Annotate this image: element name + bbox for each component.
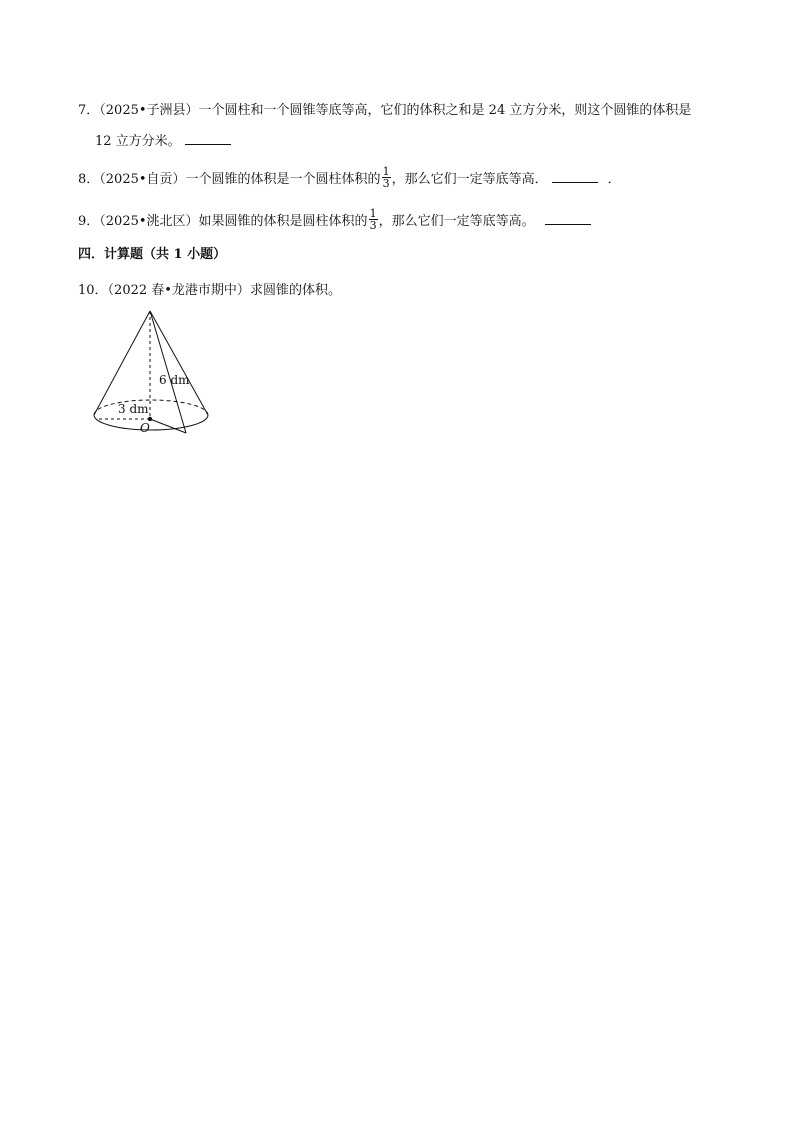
question-7-answer-blank[interactable] (185, 132, 231, 145)
cone-inner-slant (150, 311, 186, 433)
question-10-number: 10． (78, 283, 108, 298)
question-7-source: （2025•子洲县） (99, 103, 199, 118)
question-8-fraction-numerator: 1 (382, 165, 390, 178)
section-heading: 四．计算题（共 1 小题） (78, 247, 227, 262)
question-9-text-before: 如果圆锥的体积是圆柱体积的 (198, 214, 368, 229)
question-10-source: （2022 春•龙港市期中） (107, 283, 250, 298)
cone-figure (88, 305, 218, 445)
question-7-line-1 (78, 102, 691, 120)
cone-front-radius (150, 419, 186, 433)
cone-right-slant (150, 311, 208, 415)
question-8-answer-blank[interactable] (552, 170, 598, 183)
question-8-text-before: 一个圆锥的体积是一个圆柱体积的 (185, 172, 381, 187)
question-9-line (78, 207, 591, 233)
question-9-fraction-numerator: 1 (369, 207, 377, 220)
question-8-source: （2025•自贡） (99, 172, 186, 187)
center-label: O (140, 421, 150, 435)
question-8-text-after: ，那么它们一定等底等高． (391, 172, 548, 187)
question-7-text: 一个圆柱和一个圆锥等底等高，它们的体积之和是 24 立方分米，则这个圆锥的体积是 (198, 103, 692, 118)
question-7-number: 7． (78, 103, 100, 118)
question-9-fraction (369, 208, 378, 231)
question-8-fraction-denominator: 3 (382, 177, 390, 190)
question-9-source: （2025•洮北区） (99, 214, 199, 229)
question-10-line (78, 282, 341, 300)
question-9-fraction-denominator: 3 (369, 219, 377, 232)
question-9-answer-blank[interactable] (545, 212, 591, 225)
height-label: 6 dm (159, 373, 190, 387)
question-7-line-2 (95, 132, 231, 151)
question-9-text-after: ，那么它们一定等底等高。 (378, 214, 535, 229)
cone-left-slant (94, 311, 150, 415)
cone-base-back-arc (94, 400, 208, 415)
question-8-end-mark: ． (607, 172, 621, 187)
radius-label: 3 dm (118, 402, 149, 416)
question-10-text: 求圆锥的体积。 (249, 283, 341, 298)
question-8-line (78, 165, 621, 191)
question-8-fraction (382, 166, 391, 189)
question-9-number: 9． (78, 214, 100, 229)
question-7-text-continued: 12 立方分米。 (95, 134, 181, 149)
question-8-number: 8． (78, 172, 100, 187)
